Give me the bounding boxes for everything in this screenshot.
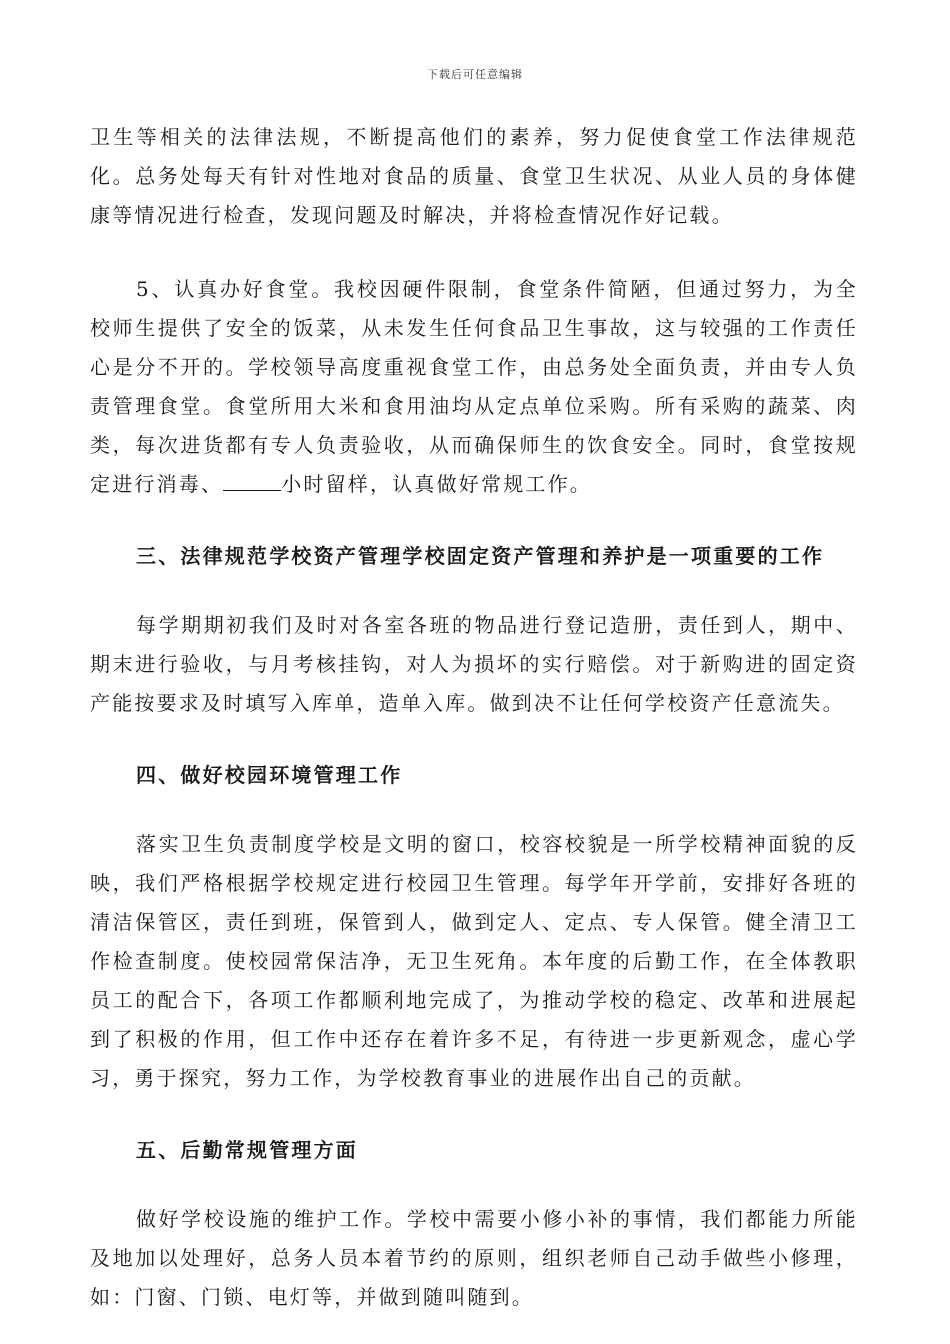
paragraph-environment: 落实卫生负责制度学校是文明的窗口，校容校貌是一所学校精神面貌的反映，我们严格根据学校规定进行校园卫生管理。每学年开学前，安排好各班的清洁保管区，责任到班，保管到人，做到定人、定点、专人保管。健全清卫工作检查制度。使校园常保洁净，无卫生死角。本年度的后勤工作，在全体教职员工的配合下，各项工作都顺利地完成了，为推动学校的稳定、改革和进展起到了积极的作用，但工作中还存在着许多不足，有待进一步更新观念，虚心学习，勇于探究，努力工作，为学校教育事业的进展作出自己的贡献。	[90, 832, 858, 1090]
section-heading-routine: 五、后勤常规管理方面	[136, 1138, 358, 1162]
paragraph-canteen-text-a: 5、认真办好食堂。我校因硬件限制，食堂条件简陋，但通过努力，为全校师生提供了安全的饭菜，从未发生任何食品卫生事故，这与较强的工作责任心是分不开的。学校领导高度重视食堂工作，由总务处全面负责，并由专人负责管理食堂。食堂所用大米和食用油均从定点单位采购。所有采购的蔬菜、肉类，每次进货都有专人负责验收，从而确保师生的饮食安全。同时，食堂按规定进行消毒、	[90, 277, 858, 496]
document-body	[90, 118, 858, 1317]
section-heading-assets: 三、法律规范学校资产管理学校固定资产管理和养护是一项重要的工作	[136, 544, 825, 568]
paragraph-assets: 每学期期初我们及时对各室各班的物品进行登记造册，责任到人，期中、期末进行验收，与月考核挂钩，对人为损坏的实行赔偿。对于新购进的固定资产能按要求及时填写入库单，造单入库。做到决不让任何学校资产任意流失。	[90, 613, 858, 715]
paragraph-routine: 做好学校设施的维护工作。学校中需要小修小补的事情，我们都能力所能及地加以处理好，总务人员本着节约的原则，组织老师自己动手做些小修理，如：门窗、门锁、电灯等，并做到随叫随到。	[90, 1207, 858, 1309]
paragraph-canteen-text-b: 小时留样，认真做好常规工作。	[281, 472, 593, 496]
paragraph-hygiene-law: 卫生等相关的法律法规，不断提高他们的素养，努力促使食堂工作法律规范化。总务处每天有针对性地对食品的质量、食堂卫生状况、从业人员的身体健康等情况进行检查，发现问题及时解决，并将检查情况作好记载。	[90, 125, 858, 227]
paragraph-canteen	[90, 270, 858, 504]
page-header-note: 下载后可任意编辑	[427, 68, 523, 81]
fill-in-blank	[223, 468, 281, 491]
section-heading-environment: 四、做好校园环境管理工作	[136, 763, 403, 787]
